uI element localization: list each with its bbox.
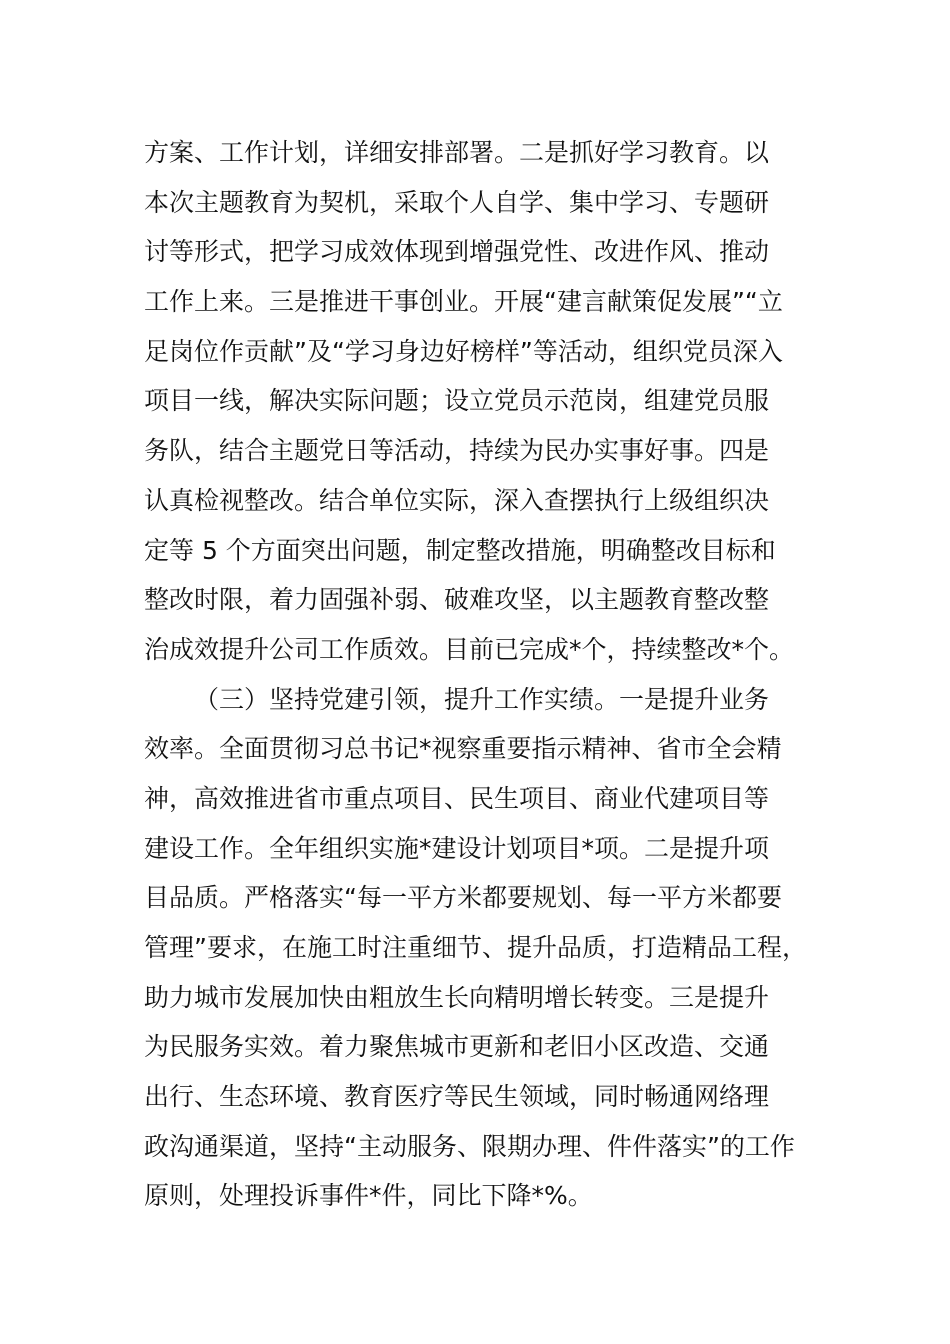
- text-line-11: 治成效提升公司工作质效。目前已完成*个，持续整改*个。: [144, 634, 795, 664]
- text-line-6: 项目一线，解决实际问题；设立党员示范岗，组建党员服: [144, 386, 770, 416]
- text-line-8: 认真检视整改。结合单位实际，深入查摆执行上级组织决: [144, 485, 770, 515]
- text-line-3: 讨等形式，把学习成效体现到增强党性、改进作风、推动: [144, 237, 770, 267]
- text-line-17: 管理”要求，在施工时注重细节、提升品质，打造精品工程，: [144, 933, 807, 962]
- text-line-18: 助力城市发展加快由粗放生长向精明增长转变。三是提升: [144, 982, 770, 1012]
- text-line-20: 出行、生态环境、教育医疗等民生领域，同时畅通网络理: [144, 1082, 770, 1112]
- text-line-10: 整改时限，着力固强补弱、破难攻坚，以主题教育整改整: [144, 585, 770, 615]
- text-line-19: 为民服务实效。着力聚焦城市更新和老旧小区改造、交通: [144, 1032, 770, 1062]
- section-heading-line: （三）坚持党建引领，提升工作实绩。一是提升业务: [194, 684, 770, 714]
- text-line-1: 方案、工作计划，详细安排部署。二是抓好学习教育。以: [144, 138, 770, 167]
- text-line-16: 目品质。严格落实“每一平方米都要规划、每一平方米都要: [144, 883, 782, 913]
- text-line-15: 建设工作。全年组织实施*建设计划项目*项。二是提升项: [144, 833, 770, 863]
- text-line-7: 务队，结合主题党日等活动，持续为民办实事好事。四是: [144, 436, 770, 466]
- text-line-21: 政沟通渠道，坚持“主动服务、限期办理、件件落实”的工作: [144, 1131, 795, 1161]
- text-line-14: 神，高效推进省市重点项目、民生项目、商业代建项目等: [144, 783, 770, 813]
- text-line-2: 本次主题教育为契机，采取个人自学、集中学习、专题研: [144, 187, 770, 217]
- body-text: [144, 128, 844, 1221]
- text-line-5: 足岗位作贡献”及“学习身边好榜样”等活动，组织党员深入: [144, 336, 783, 366]
- text-line-4: 工作上来。三是推进干事创业。开展“建言献策促发展”“立: [144, 287, 783, 317]
- text-line-22: 原则，处理投诉事件*件，同比下降*%。: [144, 1181, 593, 1211]
- text-line-9: 定等 5 个方面突出问题，制定整改措施，明确整改目标和: [144, 535, 776, 565]
- text-line-13: 效率。全面贯彻习总书记*视察重要指示精神、省市全会精: [144, 734, 782, 764]
